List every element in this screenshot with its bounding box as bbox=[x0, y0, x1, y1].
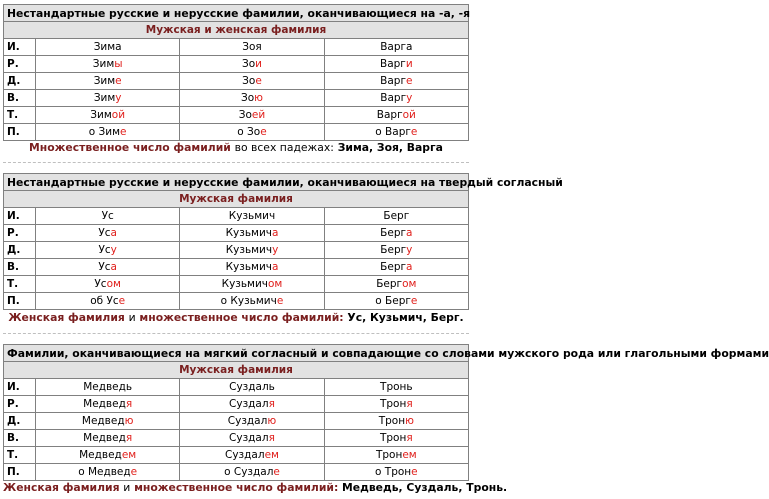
case-label: Т. bbox=[4, 107, 36, 124]
word-stem: Медвед bbox=[81, 414, 125, 427]
word-stem: Берг bbox=[380, 243, 407, 256]
word-stem: о Берг bbox=[375, 294, 411, 307]
word-ending: я bbox=[125, 431, 133, 444]
word-form bbox=[324, 396, 468, 413]
word-stem: Трон bbox=[375, 448, 403, 461]
word-form bbox=[324, 107, 468, 124]
word-ending: е bbox=[260, 125, 267, 138]
table-row bbox=[4, 124, 469, 141]
word-ending: ем bbox=[402, 448, 417, 461]
word-stem: Берг bbox=[380, 260, 407, 273]
case-label: Т. bbox=[4, 276, 36, 293]
word-stem: о Варг bbox=[375, 125, 411, 138]
word-ending: ом bbox=[268, 277, 283, 290]
table-row bbox=[4, 293, 469, 310]
word-stem: Медвед bbox=[79, 448, 122, 461]
table-row bbox=[4, 208, 469, 225]
word-stem: Берг bbox=[380, 226, 407, 239]
word-stem: о Медвед bbox=[78, 465, 131, 478]
word-ending: ю bbox=[254, 91, 263, 104]
word-form bbox=[36, 124, 180, 141]
word-ending: у bbox=[110, 243, 117, 256]
word-ending: я bbox=[268, 397, 275, 410]
word-ending: а bbox=[110, 226, 117, 239]
word-ending: и bbox=[405, 57, 413, 70]
word-stem: об Ус bbox=[90, 294, 119, 307]
word-ending: ей bbox=[251, 108, 266, 121]
table-title: Фамилии, оканчивающиеся на мягкий согласный и совпадающие со словами мужского рода или глагольными формами bbox=[4, 345, 469, 362]
case-label: Р. bbox=[4, 225, 36, 242]
word-form bbox=[324, 379, 468, 396]
table-row bbox=[4, 107, 469, 124]
word-form bbox=[324, 276, 468, 293]
case-label: В. bbox=[4, 430, 36, 447]
word-form bbox=[36, 39, 180, 56]
table-row bbox=[4, 413, 469, 430]
case-label: Д. bbox=[4, 73, 36, 90]
word-stem: о Кузьмич bbox=[220, 294, 277, 307]
word-stem: Ус bbox=[98, 226, 111, 239]
word-stem: о Суздал bbox=[224, 465, 274, 478]
word-form bbox=[324, 56, 468, 73]
declension-table-1 bbox=[3, 4, 469, 141]
word-ending: а bbox=[271, 226, 279, 239]
case-label: В. bbox=[4, 90, 36, 107]
word-ending: ом bbox=[106, 277, 121, 290]
word-ending: ем bbox=[121, 448, 137, 461]
word-ending: а bbox=[110, 260, 117, 273]
word-stem: о Зо bbox=[237, 125, 261, 138]
caption-1 bbox=[3, 141, 469, 154]
word-form bbox=[36, 464, 180, 481]
word-stem: Варг bbox=[380, 91, 407, 104]
word-form bbox=[180, 225, 324, 242]
table-section-2 bbox=[3, 173, 563, 310]
word-stem: Зим bbox=[92, 57, 115, 70]
word-stem: Ус bbox=[98, 243, 111, 256]
word-form bbox=[180, 242, 324, 259]
caption-text: и bbox=[123, 481, 131, 494]
word-form bbox=[324, 430, 468, 447]
table-row bbox=[4, 39, 469, 56]
caption-text: во всех падежах: bbox=[234, 141, 334, 154]
case-label: Р. bbox=[4, 396, 36, 413]
word-ending: и bbox=[255, 57, 262, 70]
word-form bbox=[180, 39, 324, 56]
case-label: И. bbox=[4, 208, 36, 225]
word-stem: Варг bbox=[376, 108, 403, 121]
table-row bbox=[4, 464, 469, 481]
table-title: Нестандартные русские и нерусские фамилии, оканчивающиеся на твердый согласный bbox=[4, 174, 469, 191]
word-ending: ю bbox=[267, 414, 277, 427]
word-form bbox=[180, 413, 324, 430]
word-stem: Медвед bbox=[83, 397, 126, 410]
word-form bbox=[36, 107, 180, 124]
word-ending: е bbox=[130, 465, 138, 478]
word-stem: Зо bbox=[242, 57, 256, 70]
case-label: Д. bbox=[4, 242, 36, 259]
table-row bbox=[4, 242, 469, 259]
word-stem: Зим bbox=[90, 108, 112, 121]
word-ending: ы bbox=[114, 57, 123, 70]
table-row bbox=[4, 225, 469, 242]
caption-value: Ус, Кузьмич, Берг. bbox=[347, 311, 464, 324]
caption-3 bbox=[3, 481, 508, 494]
word-stem: Зим bbox=[93, 91, 116, 104]
word-ending: ом bbox=[402, 277, 417, 290]
word-stem: Трон bbox=[379, 431, 407, 444]
word-ending: я bbox=[406, 431, 413, 444]
word-ending: у bbox=[115, 91, 122, 104]
word-stem: Варг bbox=[380, 57, 406, 70]
caption-label-2: множественное число фамилий: bbox=[139, 311, 344, 324]
word-stem: Берг bbox=[383, 209, 410, 222]
word-form bbox=[36, 208, 180, 225]
declension-table-2 bbox=[3, 173, 563, 310]
case-label: П. bbox=[4, 124, 36, 141]
word-stem: Тронь bbox=[380, 380, 413, 393]
word-stem: Кузьмич bbox=[228, 209, 276, 222]
word-stem: о Зим bbox=[88, 125, 121, 138]
table-row bbox=[4, 73, 469, 90]
word-stem: Берг bbox=[376, 277, 403, 290]
word-ending: у bbox=[272, 243, 279, 256]
word-form bbox=[180, 124, 324, 141]
word-form bbox=[180, 430, 324, 447]
word-ending: а bbox=[406, 226, 413, 239]
word-form bbox=[324, 208, 468, 225]
case-label: Т. bbox=[4, 447, 36, 464]
word-form bbox=[324, 225, 468, 242]
caption-text: и bbox=[128, 311, 136, 324]
word-form bbox=[36, 73, 180, 90]
word-form bbox=[324, 39, 468, 56]
caption-label-2: множественное число фамилий: bbox=[134, 481, 339, 494]
word-ending: е bbox=[273, 465, 280, 478]
word-ending: е bbox=[406, 74, 413, 87]
word-stem: Зо bbox=[238, 108, 252, 121]
word-form bbox=[36, 293, 180, 310]
declension-table-3 bbox=[3, 344, 769, 481]
word-ending: ю bbox=[405, 414, 414, 427]
word-stem: Медведь bbox=[83, 380, 133, 393]
word-form bbox=[180, 208, 324, 225]
word-form bbox=[180, 259, 324, 276]
word-ending: е bbox=[115, 74, 122, 87]
caption-value: Медведь, Суздаль, Тронь. bbox=[342, 481, 508, 494]
word-stem: Суздаль bbox=[229, 380, 275, 393]
word-form bbox=[36, 396, 180, 413]
word-ending: е bbox=[410, 125, 418, 138]
word-stem: Кузьмич bbox=[221, 277, 268, 290]
word-ending: а bbox=[271, 260, 279, 273]
word-form bbox=[36, 242, 180, 259]
word-form bbox=[180, 396, 324, 413]
word-ending: е bbox=[276, 294, 284, 307]
table-row bbox=[4, 379, 469, 396]
table-row bbox=[4, 447, 469, 464]
word-stem: Суздал bbox=[227, 414, 268, 427]
word-ending: е bbox=[411, 465, 418, 478]
case-label: П. bbox=[4, 293, 36, 310]
table-row bbox=[4, 259, 469, 276]
word-ending: я bbox=[125, 397, 133, 410]
word-form bbox=[36, 413, 180, 430]
table-row bbox=[4, 276, 469, 293]
word-form bbox=[180, 464, 324, 481]
word-ending: а bbox=[406, 260, 413, 273]
word-ending: у bbox=[406, 243, 413, 256]
word-stem: Зо bbox=[240, 91, 255, 104]
word-stem: Зо bbox=[242, 74, 256, 87]
word-ending: е bbox=[410, 294, 418, 307]
word-form bbox=[36, 447, 180, 464]
word-ending: я bbox=[268, 431, 275, 444]
word-ending: ой bbox=[402, 108, 416, 121]
table-section-3 bbox=[3, 344, 769, 481]
word-stem: Ус bbox=[98, 260, 111, 273]
word-form bbox=[324, 124, 468, 141]
word-form bbox=[36, 56, 180, 73]
word-stem: Трон bbox=[378, 414, 406, 427]
word-ending: ю bbox=[124, 414, 134, 427]
case-label: В. bbox=[4, 259, 36, 276]
word-form bbox=[180, 379, 324, 396]
word-stem: Суздал bbox=[225, 448, 265, 461]
word-form bbox=[324, 293, 468, 310]
separator bbox=[3, 162, 469, 163]
word-ending: е bbox=[118, 294, 126, 307]
word-stem: Трон bbox=[379, 397, 407, 410]
word-form bbox=[180, 56, 324, 73]
case-label: Р. bbox=[4, 56, 36, 73]
word-stem: Кузьмич bbox=[225, 243, 273, 256]
caption-label: Женская фамилия bbox=[3, 481, 120, 494]
table-subtitle: Мужская и женская фамилия bbox=[4, 22, 469, 39]
table-title: Нестандартные русские и нерусские фамилии, оканчивающиеся на -а, -я bbox=[4, 5, 469, 22]
word-form bbox=[36, 430, 180, 447]
word-ending: я bbox=[406, 397, 413, 410]
word-form bbox=[180, 73, 324, 90]
word-ending: е bbox=[120, 125, 127, 138]
word-form bbox=[180, 276, 324, 293]
word-stem: Медвед bbox=[83, 431, 126, 444]
word-form bbox=[180, 90, 324, 107]
word-form bbox=[36, 225, 180, 242]
word-stem: Варг bbox=[380, 74, 406, 87]
table-row bbox=[4, 430, 469, 447]
word-stem: Кузьмич bbox=[225, 226, 272, 239]
word-form bbox=[324, 413, 468, 430]
word-stem: Ус bbox=[101, 209, 114, 222]
word-stem: Зоя bbox=[242, 40, 262, 53]
table-row bbox=[4, 396, 469, 413]
word-form bbox=[324, 447, 468, 464]
separator bbox=[3, 333, 469, 334]
word-ending: ем bbox=[264, 448, 279, 461]
word-ending: е bbox=[255, 74, 262, 87]
word-form bbox=[180, 107, 324, 124]
case-label: Д. bbox=[4, 413, 36, 430]
case-label: П. bbox=[4, 464, 36, 481]
caption-label: Женская фамилия bbox=[8, 311, 125, 324]
word-stem: о Трон bbox=[375, 465, 412, 478]
word-form bbox=[324, 73, 468, 90]
word-form bbox=[36, 90, 180, 107]
word-form bbox=[324, 90, 468, 107]
word-form bbox=[36, 379, 180, 396]
case-label: И. bbox=[4, 39, 36, 56]
table-subtitle: Мужская фамилия bbox=[4, 191, 469, 208]
table-row bbox=[4, 90, 469, 107]
word-stem: Суздал bbox=[229, 431, 269, 444]
caption-2 bbox=[3, 311, 469, 324]
caption-label: Множественное число фамилий bbox=[29, 141, 231, 154]
word-form bbox=[180, 447, 324, 464]
word-stem: Кузьмич bbox=[225, 260, 272, 273]
word-stem: Варга bbox=[380, 40, 413, 53]
caption-value: Зима, Зоя, Варга bbox=[337, 141, 443, 154]
word-ending: ой bbox=[111, 108, 126, 121]
word-form bbox=[36, 276, 180, 293]
word-form bbox=[324, 464, 468, 481]
case-label: И. bbox=[4, 379, 36, 396]
word-stem: Зим bbox=[93, 74, 116, 87]
word-stem: Ус bbox=[94, 277, 107, 290]
table-subtitle: Мужская фамилия bbox=[4, 362, 469, 379]
table-row bbox=[4, 56, 469, 73]
word-form bbox=[180, 293, 324, 310]
word-stem: Зима bbox=[93, 40, 122, 53]
word-form bbox=[36, 259, 180, 276]
word-ending: у bbox=[406, 91, 413, 104]
word-stem: Суздал bbox=[229, 397, 269, 410]
word-form bbox=[324, 259, 468, 276]
word-form bbox=[324, 242, 468, 259]
table-section-1 bbox=[3, 4, 469, 141]
